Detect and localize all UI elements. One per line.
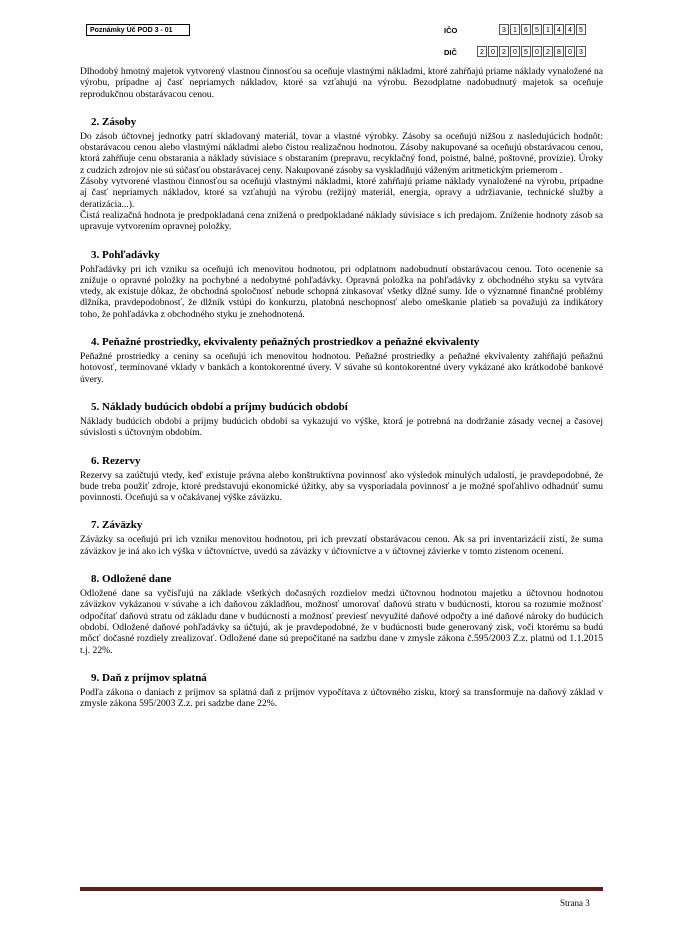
ico-digit-box: 4 [565,24,575,35]
dic-digit-box: 0 [565,46,575,57]
footer-rule [80,887,603,891]
section-heading: 2. Zásoby [91,115,137,128]
section-heading: 8. Odložené dane [91,573,172,586]
ico-digit-box: 5 [532,24,542,35]
section-paragraph: Odložené dane sa vyčísľujú na základe všetkých dočasných rozdielov medzi účtovnou hodnotou majetku a účtovnou hodnotou záväzkov vykázanou v súvahe a ich daňovou základňou, možnosť umorovať daňovú stratu v budúcnosti, ktorou sa rozumie možnosť odpočítať daňovú stratu od základu dane v budúcnosti a možnosť previesť nevyužité daňové odpočty a iné daňové nároky do budúcich období. Odložené daňové pohľadávky sa účtujú, ak je pravdepodobné, že v budúcnosti bude generovaný zisk, voči ktorému sa budú môcť dočasné rozdiely zrealizovať. Odložené dane sú prepočítané na sadzbu dane v zmysle zákona č.595/2003 Z.z. platnú od 1.1.2015 t.j. 22%. [80,588,603,656]
section-paragraph: Do zásob účtovnej jednotky patrí skladovaný materiál, tovar a vlastné výrobky. Zásoby sa oceňujú nižšou z nasledujúcich hodnôt: obstarávacou cenou alebo vlastnými nákladmi alebo čistou realizačnou hodnotou. Zásoby nakupované sa oceňujú obstarávacou cenou, ktorá zahŕňuje cenu obstarania a náklady súvisiace s obstaraním (prepravu, recyklačný fond, poistné, balné, poštovné, provízie). Úroky z cudzích zdrojov nie sú súčasťou obstarávacej ceny. Nakupované zásoby sa vyskladňujú váženým aritmetickým priemerom . [80,130,603,176]
dic-digit-box: 0 [510,46,520,57]
dic-digit-box: 0 [532,46,542,57]
section [80,401,603,439]
section-heading: 9. Daň z príjmov splatná [91,671,207,684]
section [80,573,603,656]
dic-digit-box: 3 [576,46,586,57]
section-paragraph: Rezervy sa zaúčtujú vtedy, keď existuje právna alebo konštruktívna povinnosť ako výsledok minulých udalostí, je pravdepodobné, že bude treba použiť zdroje, ktoré predstavujú ekonomické úžitky, aby sa vysporiadala povinnosť a je možné spoľahlivo odhadnúť sumu povinnosti. Oceňujú sa v očakávanej výške záväzku. [80,469,603,504]
ico-label: IČO [444,26,458,35]
ico-digit-box: 3 [499,24,509,35]
dic-label: DIČ [444,48,457,57]
section [80,116,603,233]
section-heading: 7. Záväzky [91,519,143,532]
section-paragraph: Náklady budúcich období a príjmy budúcich období sa vykazujú vo výške, ktorá je potrebná na dodržanie zásady vecnej a časovej súvislosti s účtovným obdobím. [80,415,603,439]
section-paragraph: Podľa zákona o daniach z príjmov sa splatná daň z príjmov vypočítava z účtovného zisku, ktorý sa transformuje na daňový základ v zmysle zákona 595/2003 Z.z. pri sadzbe dane 22%. [80,686,603,710]
section-heading: 5. Náklady budúcich období a príjmy budúcich období [91,400,348,413]
ico-digit-box: 5 [576,24,586,35]
section-heading: 4. Peňažné prostriedky, ekvivalenty peňažných prostriedkov a peňažné ekvivalenty [91,336,480,349]
dic-digit-box: 0 [488,46,498,57]
ico-digit-box: 1 [510,24,520,35]
section [80,455,603,504]
ico-boxes [499,24,587,35]
section [80,519,603,557]
section-paragraph: Záväzky sa oceňujú pri ich vzniku menovitou hodnotou, pri ich prevzatí obstarávacou cenou. Ak sa pri inventarizácii zistí, že suma záväzkov je iná ako ich výška v účtovníctve, uvedú sa záväzky v účtovníctve a v účtovnej závierke v tomto zistenom ocenení. [80,534,603,557]
section [80,672,603,710]
section-heading: 6. Rezervy [91,454,141,467]
document-body [80,66,603,709]
section-paragraph: Zásoby vytvorené vlastnou činnosťou sa oceňujú vlastnými nákladmi, ktoré zahŕňajú priame náklady vynaložené na výrobu, prípadne aj časť nepriamych nákladov, ktoré sa vzťahujú na výrobu (režijný materiál, energia, opravy a udržiavanie, technické služby a deratizácia...). [80,176,603,210]
dic-digit-box: 2 [477,46,487,57]
form-title: Poznámky Úč POD 3 - 01 [86,24,190,36]
dic-digit-box: 8 [554,46,564,57]
section-paragraph: Čistá realizačná hodnota je predpokladaná cena znížená o predpokladané náklady súvisiace s ich predajom. Zníženie hodnoty zásob sa upravuje vytvorením opravnej položky. [80,209,603,233]
section [80,336,603,385]
dic-boxes [477,46,587,57]
section-paragraph: Pohľadávky pri ich vzniku sa oceňujú ich menovitou hodnotou, pri odplatnom nadobudnutí obstarávacou cenou. Toto ocenenie sa znižuje o opravné položky na pochybné a nedobytné pohľadávky. Opravná položka na pohľadávky z obchodného styku sa vytvára vtedy, ak existuje dôkaz, že obchodná spoločnosť nebude schopná zinkasovať všetky dlžné sumy. Ide o významné finančné problémy dlžníka, pravdepodobnosť, že dlžník vstúpi do konkurzu, platobná neschopnosť alebo omeškanie platieb sa považujú za indikátory toho, že pohľadávka z obchodného styku je znehodnotená. [80,263,603,320]
page-number: Strana 3 [560,898,590,908]
ico-digit-box: 1 [543,24,553,35]
intro-paragraph: Dlhodobý hmotný majetok vytvorený vlastnou činnosťou sa oceňuje vlastnými nákladmi, ktoré zahŕňajú priame náklady vynaložené na výrobu, prípadne aj časť nepriamych nákladov, ktoré sa vzťahujú na výrobu. Bezodplatne nadobudnutý majetok sa oceňuje reprodukčnou obstarávacou cenou. [80,66,603,100]
ico-digit-box: 4 [554,24,564,35]
dic-digit-box: 2 [543,46,553,57]
section [80,249,603,320]
ico-digit-box: 6 [521,24,531,35]
dic-digit-box: 5 [521,46,531,57]
section-heading: 3. Pohľadávky [91,248,160,261]
section-paragraph: Peňažné prostriedky a ceniny sa oceňujú ich menovitou hodnotou. Peňažné prostriedky a peňažné ekvivalenty zahŕňajú peňažnú hotovosť, termínované vklady v bankách a kontokorentné úvery. V súvahe sú kontokorentné úvery vykázané ako krátkodobé bankové úvery. [80,351,603,385]
dic-digit-box: 2 [499,46,509,57]
